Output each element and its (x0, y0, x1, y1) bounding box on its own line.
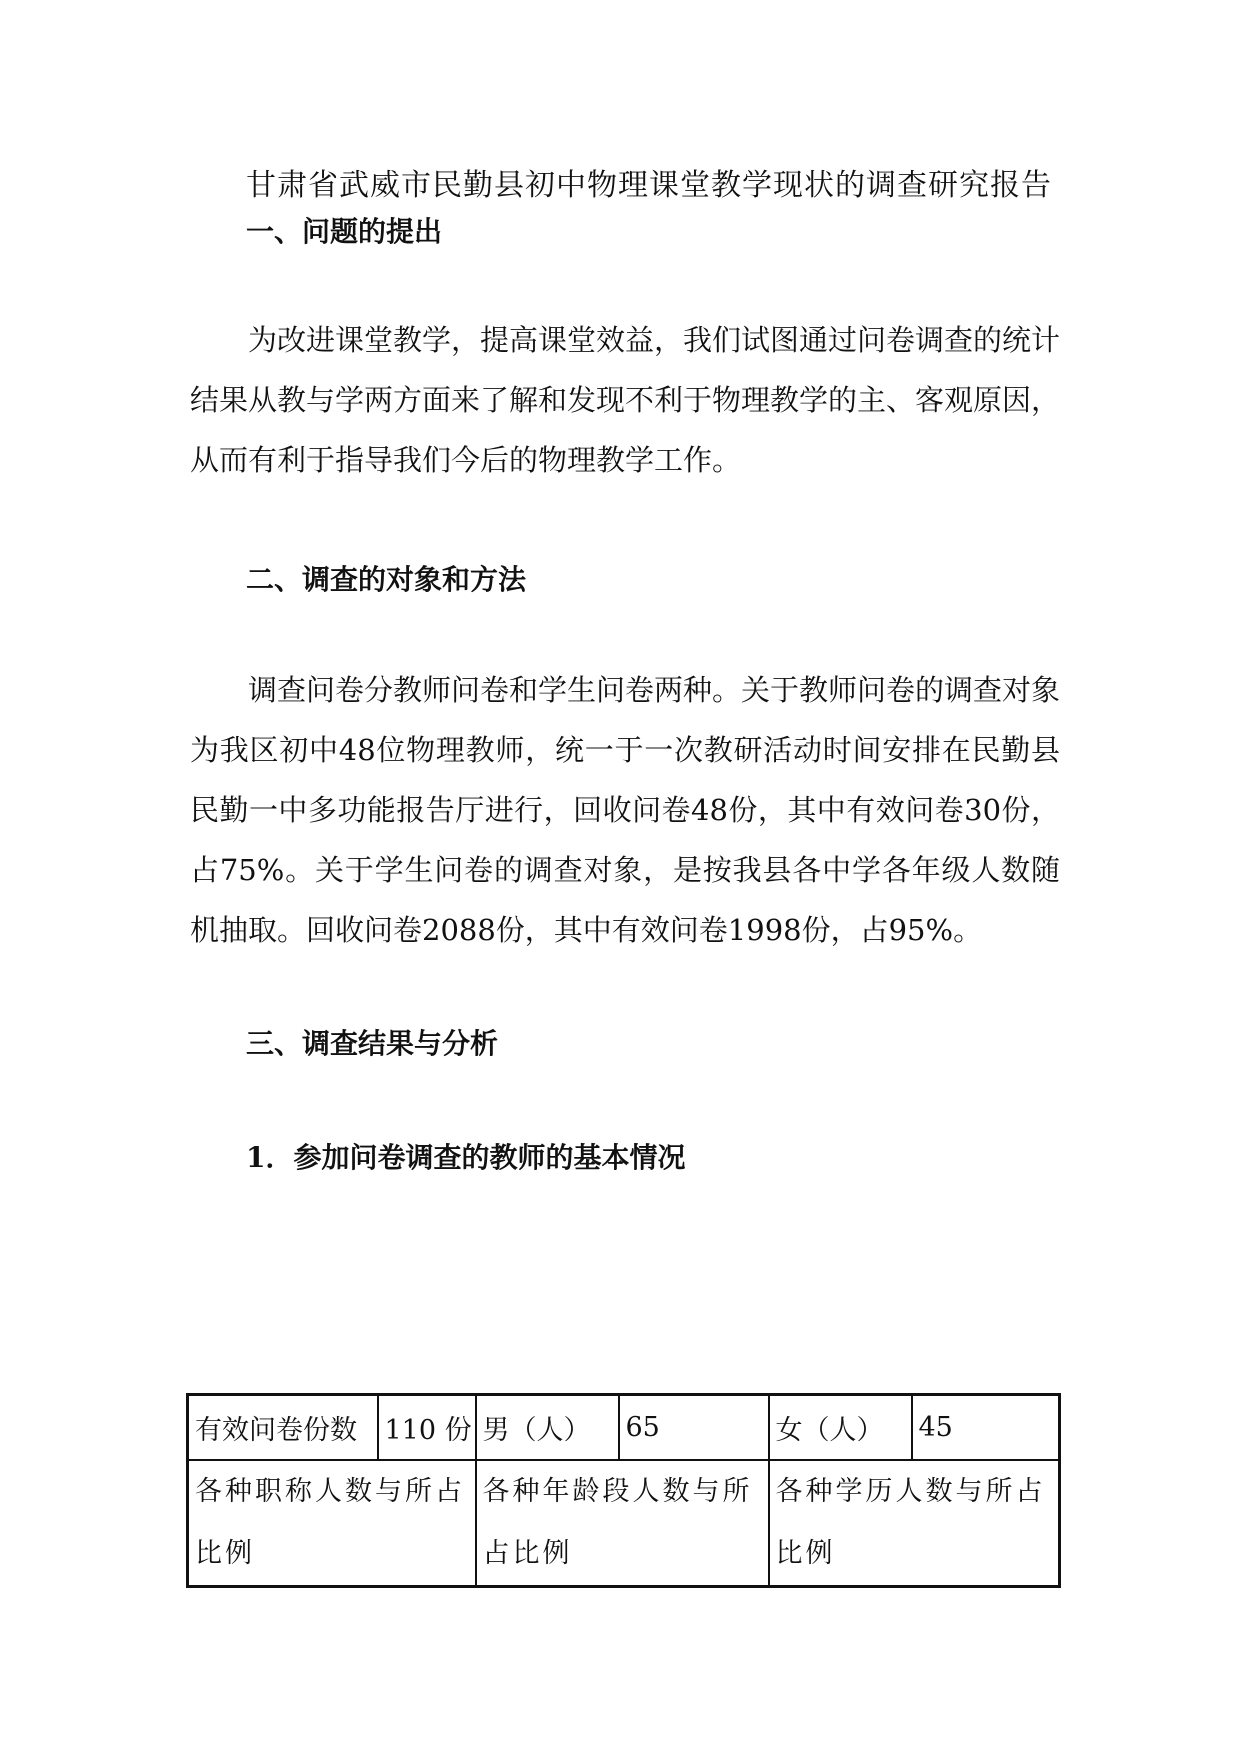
section-heading-method: 二、调查的对象和方法 (246, 563, 527, 596)
subsection-heading-teachers: 1．参加问卷调查的教师的基本情况 (246, 1141, 686, 1174)
table-row (188, 1460, 1060, 1587)
section-heading-results: 三、调查结果与分析 (246, 1027, 499, 1060)
table-cell: 各种职称人数与所占比例 (188, 1460, 476, 1587)
table-cell: 110 份 (378, 1395, 476, 1461)
table-cell: 65 (619, 1395, 769, 1461)
table-cell: 45 (912, 1395, 1060, 1461)
table-row (188, 1395, 1060, 1461)
table-cell: 男（人） (476, 1395, 619, 1461)
table-cell: 女（人） (769, 1395, 912, 1461)
section-paragraph-method: 调查问卷分教师问卷和学生问卷两种。关于教师问卷的调查对象为我区初中48位物理教师，统一于一次教研活动时间安排在民勤县民勤一中多功能报告厅进行，回收问卷48份，其中有效问卷30份，占75%。关于学生问卷的调查对象，是按我县各中学各年级人数随机抽取。回收问卷2088份，其中有效问卷1998份，占95%。 (190, 673, 1061, 947)
table-cell: 各种学历人数与所占比例 (769, 1460, 1060, 1587)
teacher-info-table (186, 1393, 1061, 1588)
table-cell: 有效问卷份数 (188, 1395, 378, 1461)
section-paragraph-problem: 为改进课堂教学，提高课堂效益，我们试图通过问卷调查的统计结果从教与学两方面来了解和发现不利于物理教学的主、客观原因，从而有利于指导我们今后的物理教学工作。 (190, 323, 1061, 477)
document-title: 甘肃省武威市民勤县初中物理课堂教学现状的调查研究报告 (246, 168, 1052, 203)
table-cell: 各种年龄段人数与所占比例 (476, 1460, 769, 1587)
section-heading-problem: 一、问题的提出 (246, 215, 443, 248)
